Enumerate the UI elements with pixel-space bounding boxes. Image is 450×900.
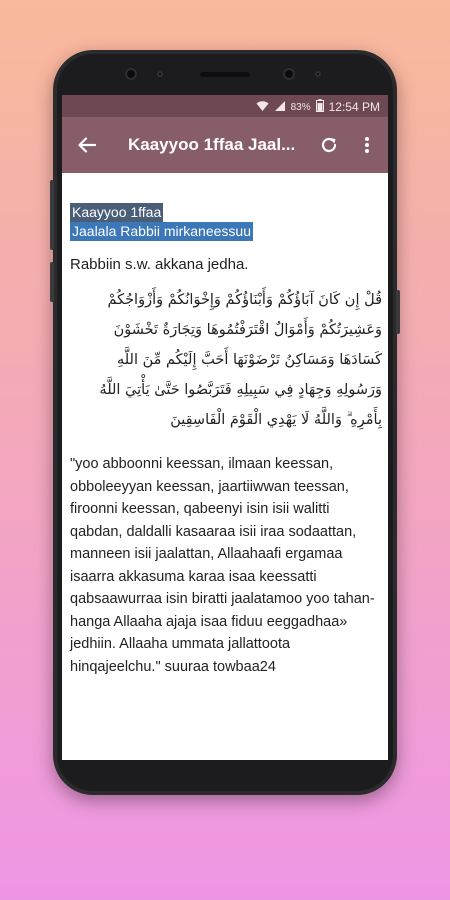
battery-percent: 83% (290, 101, 311, 113)
power-button (396, 290, 400, 334)
proximity-sensor (157, 71, 163, 77)
light-sensor (315, 71, 321, 77)
clock: 12:54 PM (328, 100, 380, 114)
translation-text: "yoo abboonni keessan, ilmaan keessan, obboleeyyan keessan, jaartiiwwan teessan, firoonni keessan, qabeenyi isin isii walitti qabdan, daldalli kasaaraa isii iraa sodaattan, manneen isii jaalattan, Allaahaafi ergamaa isaarra akkasuma karaa isaa keessatti qabsaawurraa isin biratti jaalatamoo yoo tahan-hanga Allaaha ajaja isaa fiduu eeggadhaa» jedhiin. Allaaha ummata jallattoota hinqajeelchu." suuraa towbaa24 (70, 456, 375, 675)
arabic-verse (70, 285, 382, 435)
wifi-icon (256, 100, 269, 115)
volume-button (50, 180, 54, 250)
arabic-line: قُلْ إِن كَانَ آبَاؤُكُمْ وَأَبْنَاؤُكُمْ وَإِخْوَانُكُمْ وَأَزْوَاجُكُمْ (107, 292, 382, 308)
front-camera-secondary (283, 68, 295, 80)
battery-icon (316, 99, 324, 115)
arabic-line: وَعَشِيرَتُكُمْ وَأَمْوَالٌ اقْتَرَفْتُمُوهَا وَتِجَارَةٌ تَخْشَوْنَ (113, 322, 382, 338)
app-bar (62, 117, 388, 173)
side-button (50, 262, 54, 302)
refresh-icon[interactable] (316, 132, 342, 158)
status-bar (62, 95, 388, 117)
arabic-line: وَرَسُولِهِ وَجِهَادٍ فِي سَبِيلِهِ فَتَرَبَّصُوا حَتَّىٰ يَأْتِيَ اللَّهُ (99, 382, 382, 398)
intro-text: Rabbiin s.w. akkana jedha. (70, 256, 249, 273)
app-screen (62, 95, 388, 760)
arabic-line: بِأَمْرِهِ ۗ وَاللَّهُ لَا يَهْدِي الْقَوْمَ الْفَاسِقِينَ (170, 412, 382, 428)
arabic-line: كَسَادَهَا وَمَسَاكِنُ تَرْضَوْنَهَا أَحَبَّ إِلَيْكُم مِّنَ اللَّهِ (116, 352, 382, 368)
article-content (70, 203, 382, 678)
front-camera (125, 68, 137, 80)
app-bar-title: Kaayyoo 1ffaa Jaal... (128, 135, 296, 154)
signal-icon (274, 100, 286, 115)
earpiece-speaker (200, 72, 250, 77)
heading-line-2: Jaalala Rabbii mirkaneessuu (72, 223, 251, 239)
more-options-icon[interactable] (354, 132, 380, 158)
article-heading (70, 203, 382, 241)
heading-line-1: Kaayyoo 1ffaa (72, 204, 162, 220)
back-arrow-icon[interactable] (74, 132, 100, 158)
